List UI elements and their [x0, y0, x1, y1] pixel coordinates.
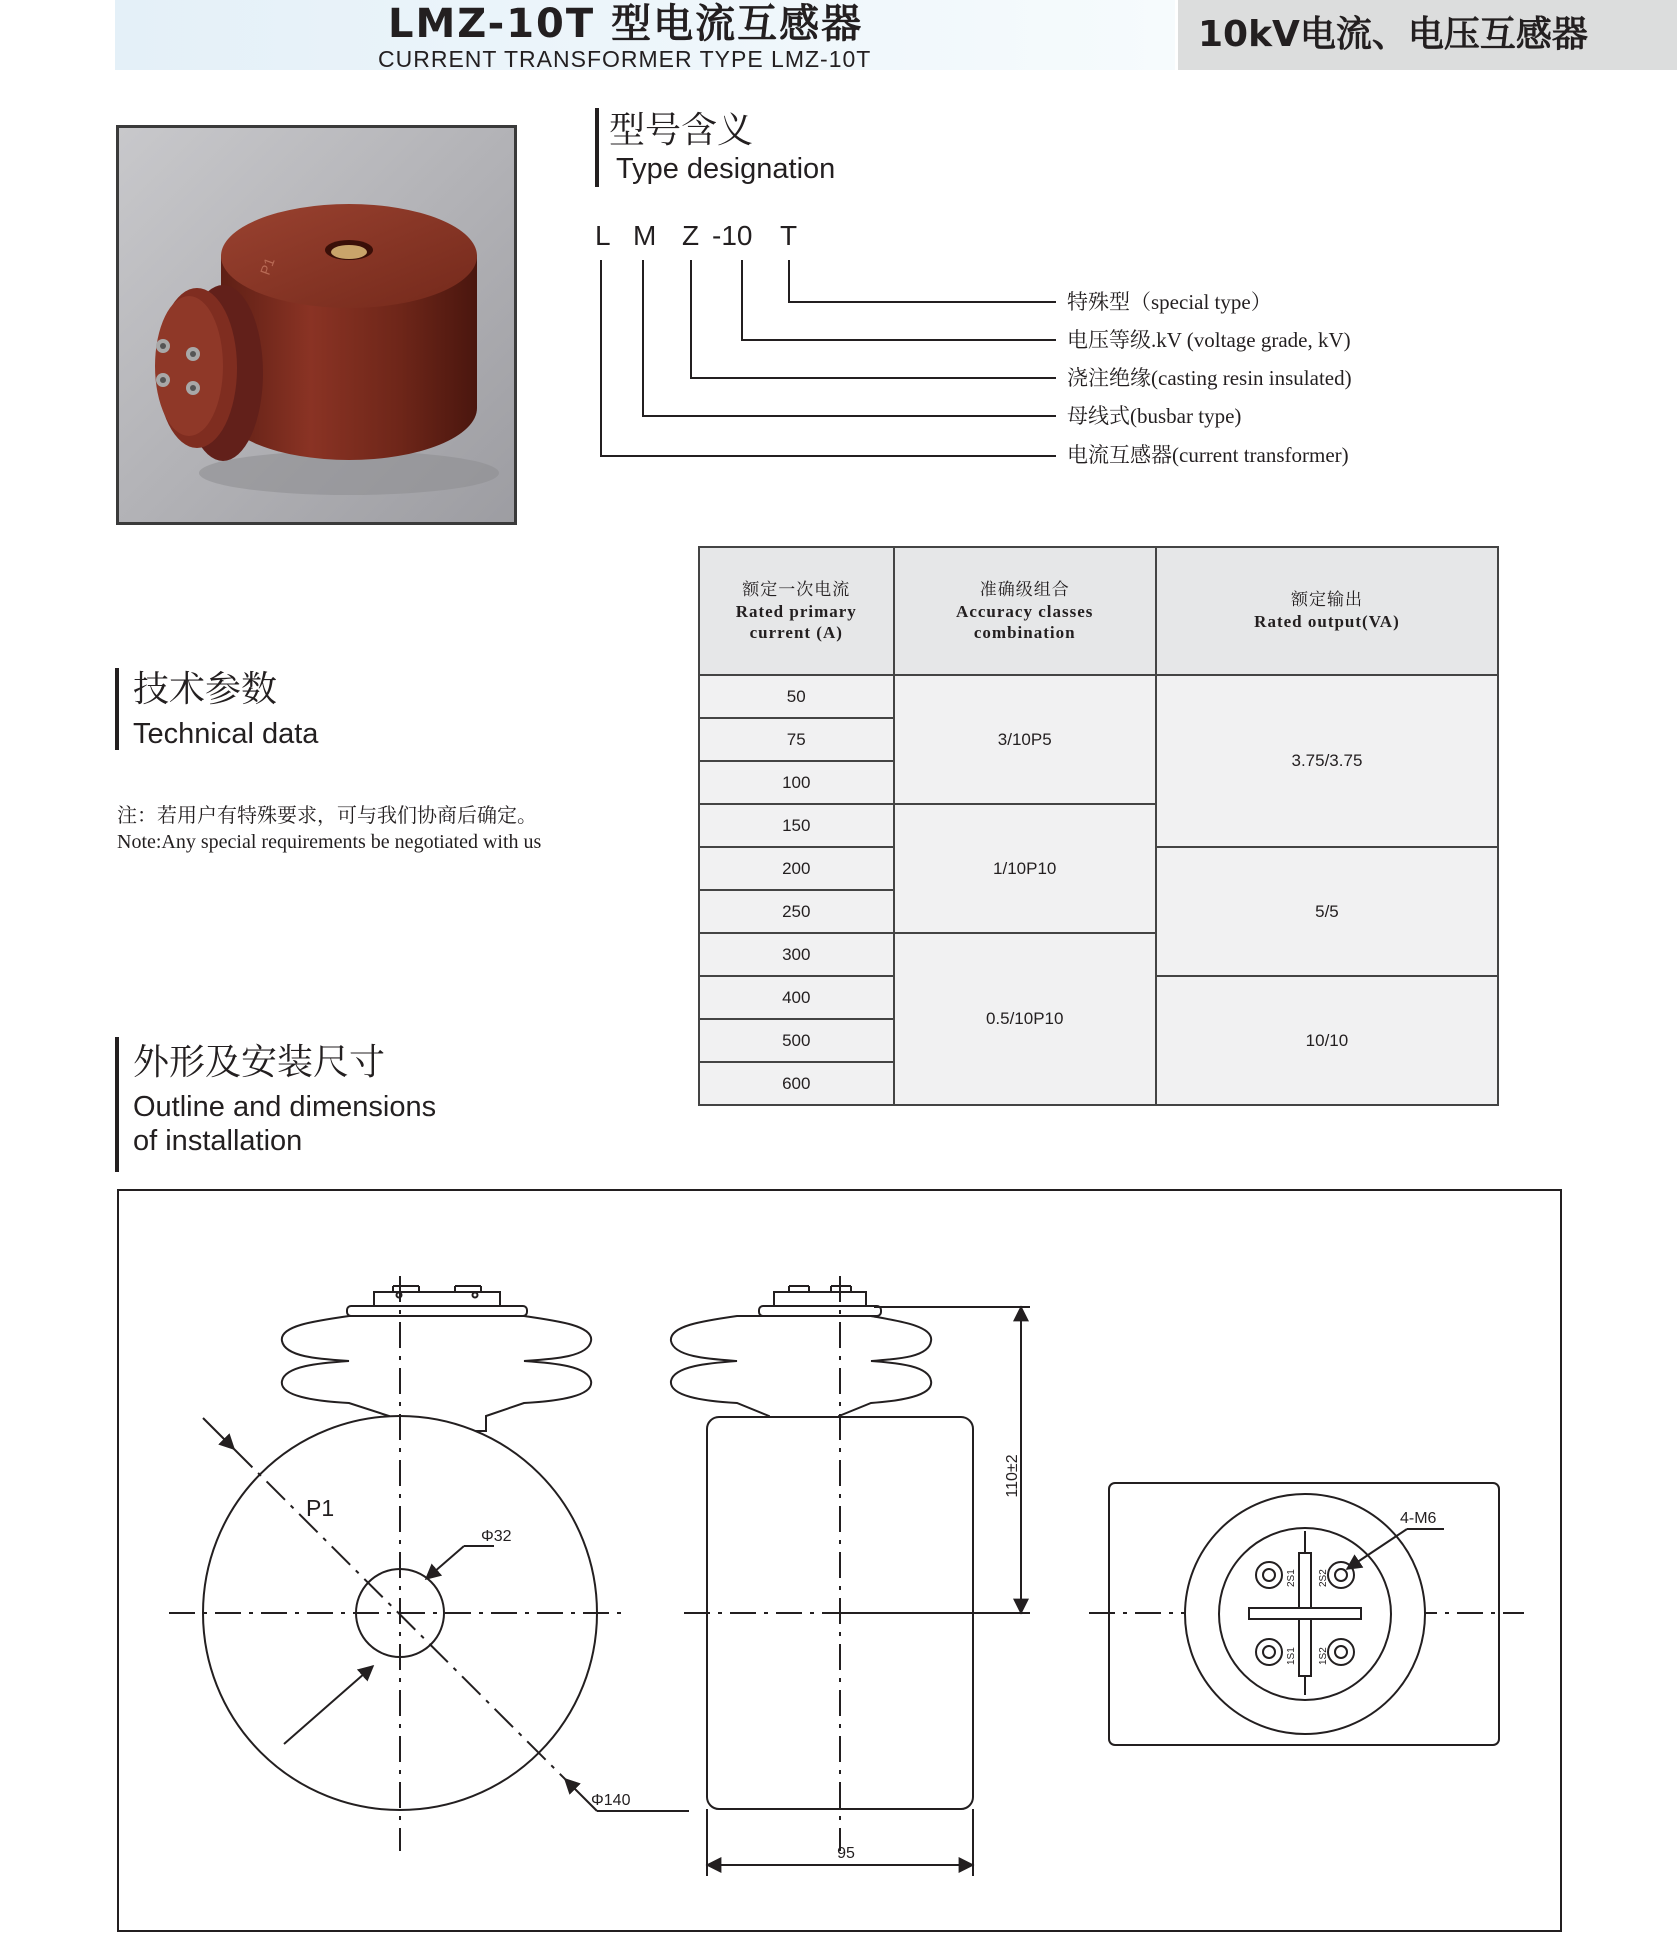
cell-current: 300 — [699, 933, 894, 976]
category-title: 10kV电流、电压互感器 — [1198, 14, 1588, 55]
header-accuracy-cn: 准确级组合 — [979, 579, 1070, 600]
technical-heading-en: Technical data — [133, 718, 319, 750]
designation-label-casting: 浇注绝缘(casting resin insulated) — [1067, 366, 1352, 390]
drawing-p1-label: P1 — [306, 1495, 335, 1521]
cell-output: 10/10 — [1156, 976, 1498, 1105]
header-accuracy-en1: Accuracy classes — [956, 601, 1094, 621]
designation-letter-l: L — [595, 220, 611, 251]
designation-label-busbar: 母线式(busbar type) — [1067, 404, 1242, 428]
terminal-label-2s2: 2S2 — [1318, 1569, 1329, 1587]
photo-p1-marking: P1 — [256, 255, 278, 278]
side-view — [671, 1276, 1030, 1876]
drawing-m6-label: 4-M6 — [1400, 1510, 1437, 1527]
page-title: LMZ-10T 型电流互感器 — [388, 1, 864, 47]
header-rated-output — [1156, 547, 1498, 675]
cell-current: 50 — [699, 675, 894, 718]
front-view — [169, 1276, 689, 1851]
designation-letter-t: T — [780, 220, 798, 251]
outline-drawing — [117, 1189, 1562, 1932]
terminal-label-1s2: 1S2 — [1318, 1647, 1329, 1665]
terminal-label-2s1: 2S1 — [1286, 1569, 1297, 1587]
cell-current: 500 — [699, 1019, 894, 1062]
terminal-label-1s1: 1S1 — [1286, 1647, 1297, 1665]
cell-current: 75 — [699, 718, 894, 761]
terminal-view — [1089, 1483, 1524, 1745]
outline-heading-cn: 外形及安装尺寸 — [133, 1042, 386, 1083]
designation-label-special: 特殊型（special type） — [1067, 290, 1272, 314]
cell-output: 5/5 — [1156, 847, 1498, 976]
header-output-en1: Rated output(VA) — [1254, 612, 1400, 631]
cell-current: 400 — [699, 976, 894, 1019]
drawing-dia32-label: Φ32 — [481, 1528, 512, 1545]
header-accuracy-classes — [894, 547, 1156, 675]
designation-label-ct: 电流互感器(current transformer) — [1067, 443, 1349, 467]
technical-bar — [115, 668, 119, 750]
note-cn: 注：若用户有特殊要求，可与我们协商后确定。 — [117, 803, 537, 827]
product-photo — [116, 125, 517, 525]
header-current-en1: Rated primary — [735, 601, 857, 621]
designation-letter-m: M — [633, 220, 657, 251]
designation-label-voltage: 电压等级.kV (voltage grade, kV) — [1067, 328, 1351, 352]
cell-current: 100 — [699, 761, 894, 804]
technical-data-table — [698, 546, 1499, 1106]
cell-current: 600 — [699, 1062, 894, 1105]
cell-current: 250 — [699, 890, 894, 933]
cell-accuracy: 1/10P10 — [894, 804, 1156, 933]
cell-accuracy: 3/10P5 — [894, 675, 1156, 804]
designation-diagram — [595, 218, 1425, 478]
cell-accuracy: 0.5/10P10 — [894, 933, 1156, 1105]
header-current-en2: current (A) — [749, 622, 843, 642]
drawing-dia140-label: Φ140 — [591, 1792, 631, 1809]
cell-current: 200 — [699, 847, 894, 890]
designation-heading-en: Type designation — [616, 153, 836, 185]
header-output-cn: 额定输出 — [1290, 590, 1363, 610]
header-rated-primary-current — [699, 547, 894, 675]
designation-heading-cn: 型号含义 — [609, 110, 754, 151]
designation-letter-z: Z — [682, 220, 700, 251]
header-accuracy-en2: combination — [973, 622, 1076, 642]
drawing-height-label: 110±2 — [1004, 1454, 1021, 1498]
drawing-width-label: 95 — [837, 1845, 855, 1862]
page-subtitle: CURRENT TRANSFORMER TYPE LMZ-10T — [378, 46, 872, 72]
designation-bar — [595, 108, 599, 187]
cell-output: 3.75/3.75 — [1156, 675, 1498, 847]
technical-heading-cn: 技术参数 — [133, 669, 278, 710]
cell-current: 150 — [699, 804, 894, 847]
note-en: Note:Any special requirements be negotiated with us — [117, 831, 542, 853]
outline-bar — [115, 1037, 119, 1172]
designation-letter-10: -10 — [712, 220, 753, 251]
header-current-cn: 额定一次电流 — [742, 579, 851, 600]
outline-heading-en-1: Outline and dimensions — [133, 1091, 437, 1123]
outline-heading-en-2: of installation — [133, 1125, 303, 1157]
table-row — [699, 675, 1498, 718]
table-header-row — [699, 547, 1498, 675]
